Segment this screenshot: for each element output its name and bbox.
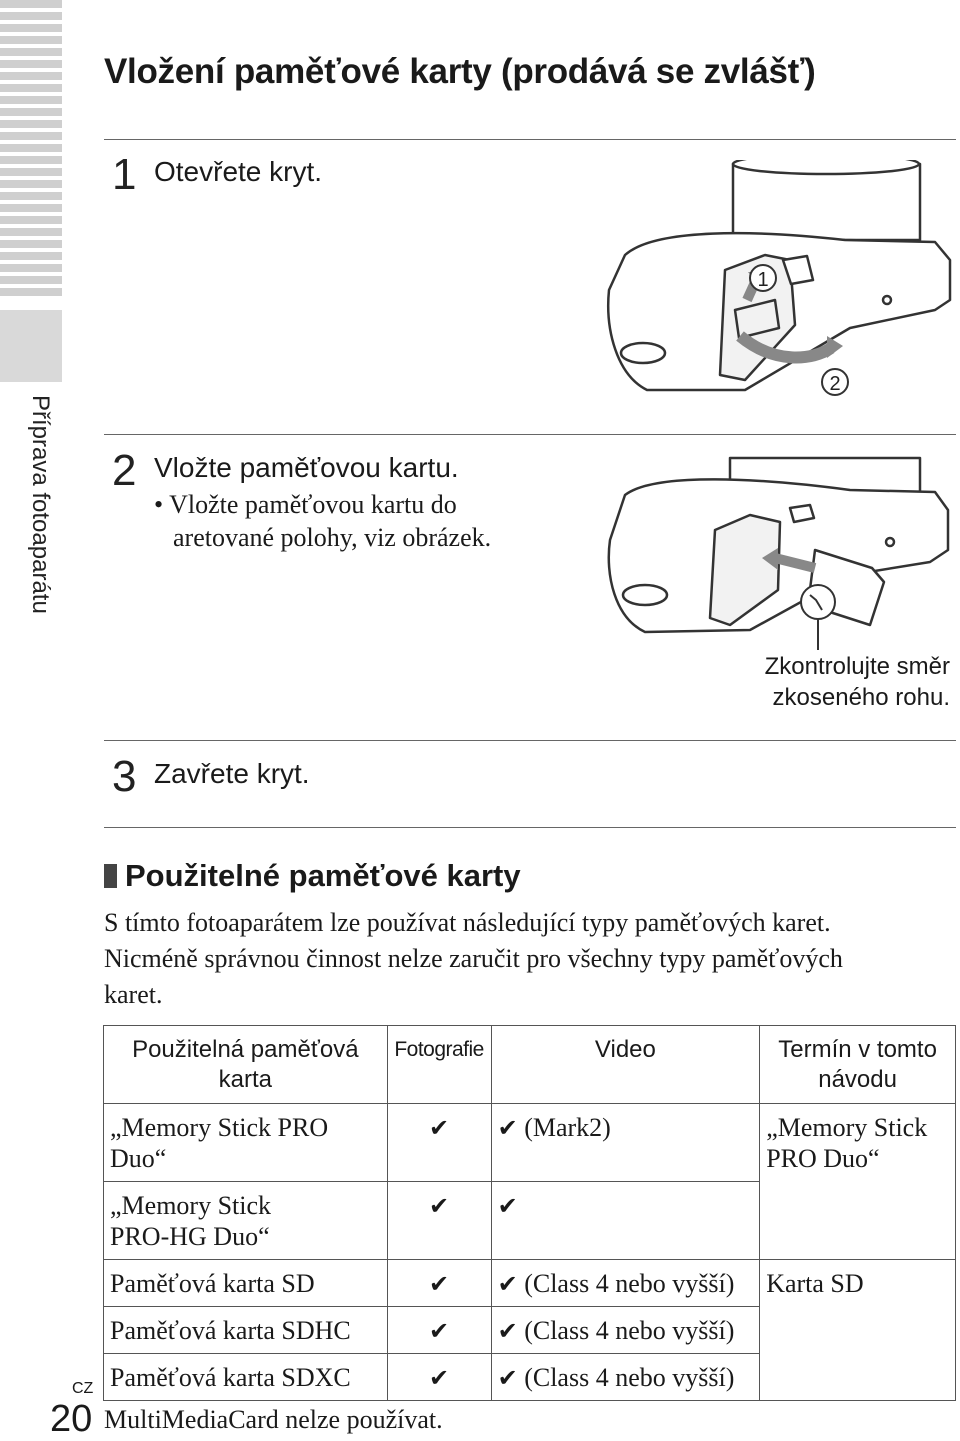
camera-open-cover-illustration [595,160,955,400]
page-language: CZ [72,1380,94,1397]
marker-1: 1 [757,269,769,291]
check-icon: ✔ [497,1364,518,1392]
para-line: S tímto fotoaparátem lze používat následující typy paměťových karet. [104,908,831,937]
check-icon: ✔ [429,1192,450,1220]
section-paragraph [104,905,944,1013]
divider [104,434,956,435]
check-icon: ✔ [497,1270,518,1298]
step-number: 1 [112,150,137,199]
para-line: karet. [104,980,163,1009]
photo-support [387,1260,491,1307]
footer-note: MultiMediaCard nelze používat. [104,1405,443,1434]
table-header-row [104,1026,956,1104]
photo-support [387,1182,491,1260]
margin-stripes [0,0,62,300]
para-line: Nicméně správnou činnost nelze zaručit pro všechny typy paměťových [104,944,843,973]
step-bullet-cont: aretované polohy, viz obrázek. [173,523,492,552]
marker-2: 2 [829,373,841,395]
term-cell: „Memory Stick PRO Duo“ [760,1104,956,1260]
section-heading: Použitelné paměťové karty [104,858,521,894]
term-cell: Karta SD [760,1260,956,1401]
check-icon: ✔ [429,1114,450,1142]
step-number: 3 [112,752,137,801]
photo-support [387,1354,491,1401]
divider [104,740,956,741]
card-name: Paměťová karta SDXC [104,1354,388,1401]
page-number: 20 [50,1398,93,1440]
video-support: ✔ (Class 4 nebo vyšší) [491,1307,760,1354]
check-icon: ✔ [429,1317,450,1345]
check-icon: ✔ [497,1317,518,1345]
check-icon: ✔ [497,1114,518,1142]
card-name: Paměťová karta SDHC [104,1307,388,1354]
heading-marker-icon [104,864,117,888]
orientation-callout [765,651,950,713]
divider [104,827,956,828]
photo-support [387,1104,491,1182]
table-row [104,1104,956,1182]
table-row [104,1260,956,1307]
callout-line: Zkontrolujte směr [764,653,950,680]
step-bullet: • Vložte paměťovou kartu do [154,490,457,519]
check-icon: ✔ [429,1364,450,1392]
check-icon: ✔ [497,1192,518,1220]
step-text: Zavřete kryt. [154,758,310,789]
divider [104,139,956,140]
step-text: Otevřete kryt. [154,156,323,187]
check-icon: ✔ [429,1270,450,1298]
video-support [491,1182,760,1260]
card-name: „Memory Stick PRO-HG Duo“ [104,1182,388,1260]
side-tab: Příprava fotoaparátu [27,395,54,614]
header-photo: Fotografie [387,1026,491,1104]
video-support: ✔ (Class 4 nebo vyšší) [491,1260,760,1307]
camera-insert-card-illustration [600,450,955,650]
header-video: Video [491,1026,760,1104]
photo-support [387,1307,491,1354]
page-title: Vložení paměťové karty (prodává se zvlášť) [104,52,816,91]
section-marker [0,310,62,382]
step-number: 2 [112,446,137,495]
card-table [103,1025,956,1401]
card-name: Paměťová karta SD [104,1260,388,1307]
header-card: Použitelná paměťová karta [104,1026,388,1104]
video-support: ✔ (Mark2) [491,1104,760,1182]
step-text: Vložte paměťovou kartu. [154,452,459,483]
header-term: Termín v tomto návodu [760,1026,956,1104]
callout-line: zkoseného rohu. [772,684,950,711]
video-support: ✔ (Class 4 nebo vyšší) [491,1354,760,1401]
card-name: „Memory Stick PRO Duo“ [104,1104,388,1182]
